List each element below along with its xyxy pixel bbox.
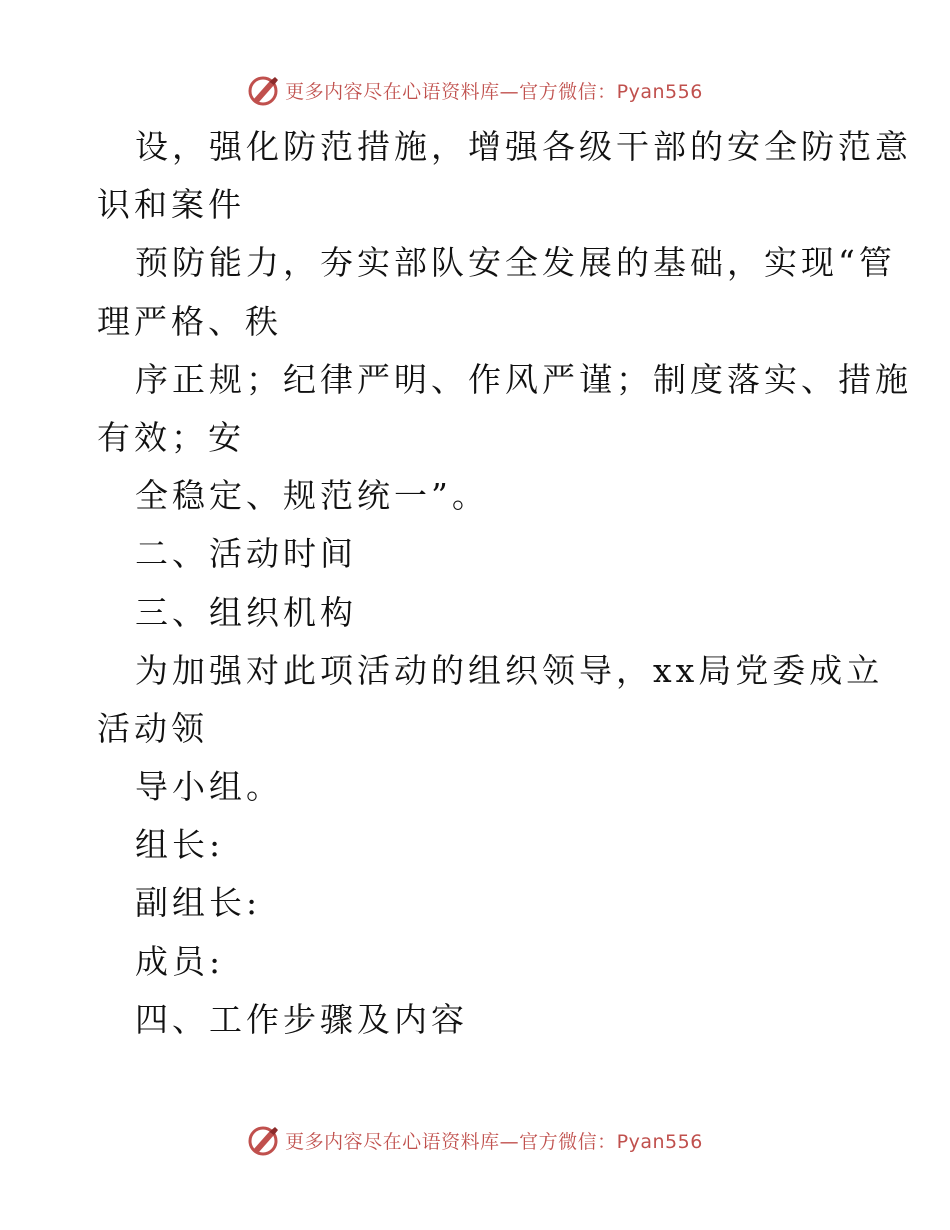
watermark-text: 更多内容尽在心语资料库—官方微信：Pyan556 [285,1130,703,1153]
text-line: 副组长: [135,883,262,923]
text-line: 理严格、秩 [97,301,282,341]
text-line: 组长: [135,825,225,865]
text-line: 设，强化防范措施，增强各级干部的安全防范意 [135,127,912,166]
pen-logo-icon [247,74,281,106]
text-line: 预防能力，夯实部队安全发展的基础，实现“管 [135,243,896,283]
text-line: 有效；安 [97,417,245,457]
text-line: 序正规；纪律严明、作风严谨；制度落实、措施 [135,359,912,399]
document-body [97,118,912,1049]
text-line: 三、组织机构 [135,592,357,632]
text-line: 活动领 [97,708,208,748]
text-line: 全稳定、规范统一”。 [135,476,489,516]
pen-logo-icon [247,1124,281,1156]
header-watermark [0,74,950,106]
watermark-text: 更多内容尽在心语资料库—官方微信：Pyan556 [285,80,703,103]
footer-watermark [0,1124,950,1156]
text-line: 四、工作步骤及内容 [135,999,468,1039]
text-line: 识和案件 [97,185,245,225]
text-line: 为加强对此项活动的组织领导，xx局党委成立 [135,650,884,690]
text-line: 成员: [135,941,225,981]
text-line: 二、活动时间 [135,534,357,574]
text-line: 导小组。 [135,767,283,807]
